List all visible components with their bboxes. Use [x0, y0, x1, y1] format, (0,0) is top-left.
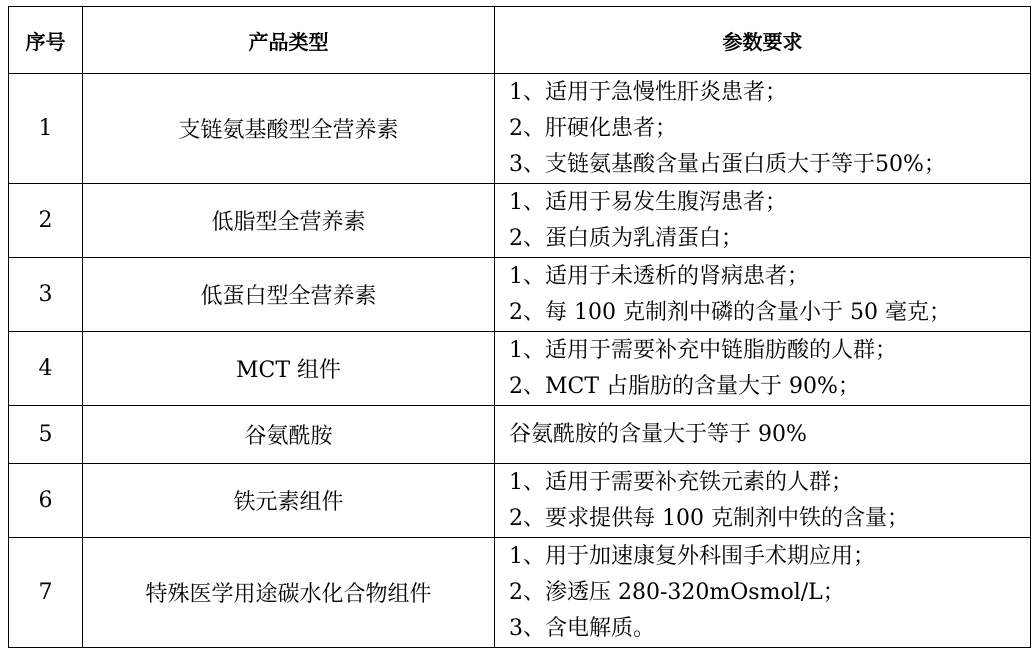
parameter-line: 1、适用于需要补充铁元素的人群； [509, 469, 853, 495]
product-type: 特殊医学用途碳水化合物组件 [83, 538, 495, 648]
parameter-line: 1、适用于急慢性肝炎患者； [509, 79, 787, 105]
row-number: 2 [9, 184, 83, 258]
parameter-line: 1、适用于未透析的肾病患者； [509, 263, 809, 289]
parameter-cell [495, 74, 1031, 184]
table-row [9, 464, 1031, 538]
parameter-line: 2、肝硬化患者； [509, 115, 677, 141]
parameter-cell [495, 464, 1031, 538]
header-serial: 序号 [9, 7, 83, 74]
parameter-cell [495, 406, 1031, 464]
parameter-cell [495, 538, 1031, 648]
parameter-cell [495, 184, 1031, 258]
product-type: 低蛋白型全营养素 [83, 258, 495, 332]
row-number: 5 [9, 406, 83, 464]
row-number: 1 [9, 74, 83, 184]
table-row [9, 406, 1031, 464]
row-number: 4 [9, 332, 83, 406]
parameter-line: 2、渗透压 280-320mOsmol/L； [509, 579, 845, 605]
parameter-line: 2、每 100 克制剂中磷的含量小于 50 毫克； [509, 299, 951, 325]
header-product-type: 产品类型 [83, 7, 495, 74]
table-row [9, 258, 1031, 332]
row-number: 3 [9, 258, 83, 332]
table-header-row [9, 7, 1031, 74]
parameter-line: 1、适用于易发生腹泻患者； [509, 189, 787, 215]
parameter-line: 3、支链氨基酸含量占蛋白质大于等于50%； [509, 151, 946, 177]
product-table [8, 6, 1031, 648]
parameter-line: 1、用于加速康复外科围手术期应用； [509, 543, 875, 569]
product-type: 谷氨酰胺 [83, 406, 495, 464]
table-row [9, 538, 1031, 648]
product-type: 低脂型全营养素 [83, 184, 495, 258]
parameter-line: 谷氨酰胺的含量大于等于 90% [509, 421, 807, 447]
parameter-line: 2、蛋白质为乳清蛋白； [509, 225, 743, 251]
parameter-line: 1、适用于需要补充中链脂肪酸的人群； [509, 337, 897, 363]
parameter-line: 2、要求提供每 100 克制剂中铁的含量； [509, 505, 909, 531]
header-parameters: 参数要求 [495, 7, 1031, 74]
row-number: 7 [9, 538, 83, 648]
product-type: 铁元素组件 [83, 464, 495, 538]
parameter-line: 2、MCT 占脂肪的含量大于 90%； [509, 373, 860, 399]
row-number: 6 [9, 464, 83, 538]
parameter-line: 3、含电解质。 [509, 615, 655, 641]
table-row [9, 332, 1031, 406]
parameter-cell [495, 332, 1031, 406]
table-row [9, 74, 1031, 184]
table-row [9, 184, 1031, 258]
product-type: 支链氨基酸型全营养素 [83, 74, 495, 184]
parameter-cell [495, 258, 1031, 332]
product-type: MCT 组件 [83, 332, 495, 406]
